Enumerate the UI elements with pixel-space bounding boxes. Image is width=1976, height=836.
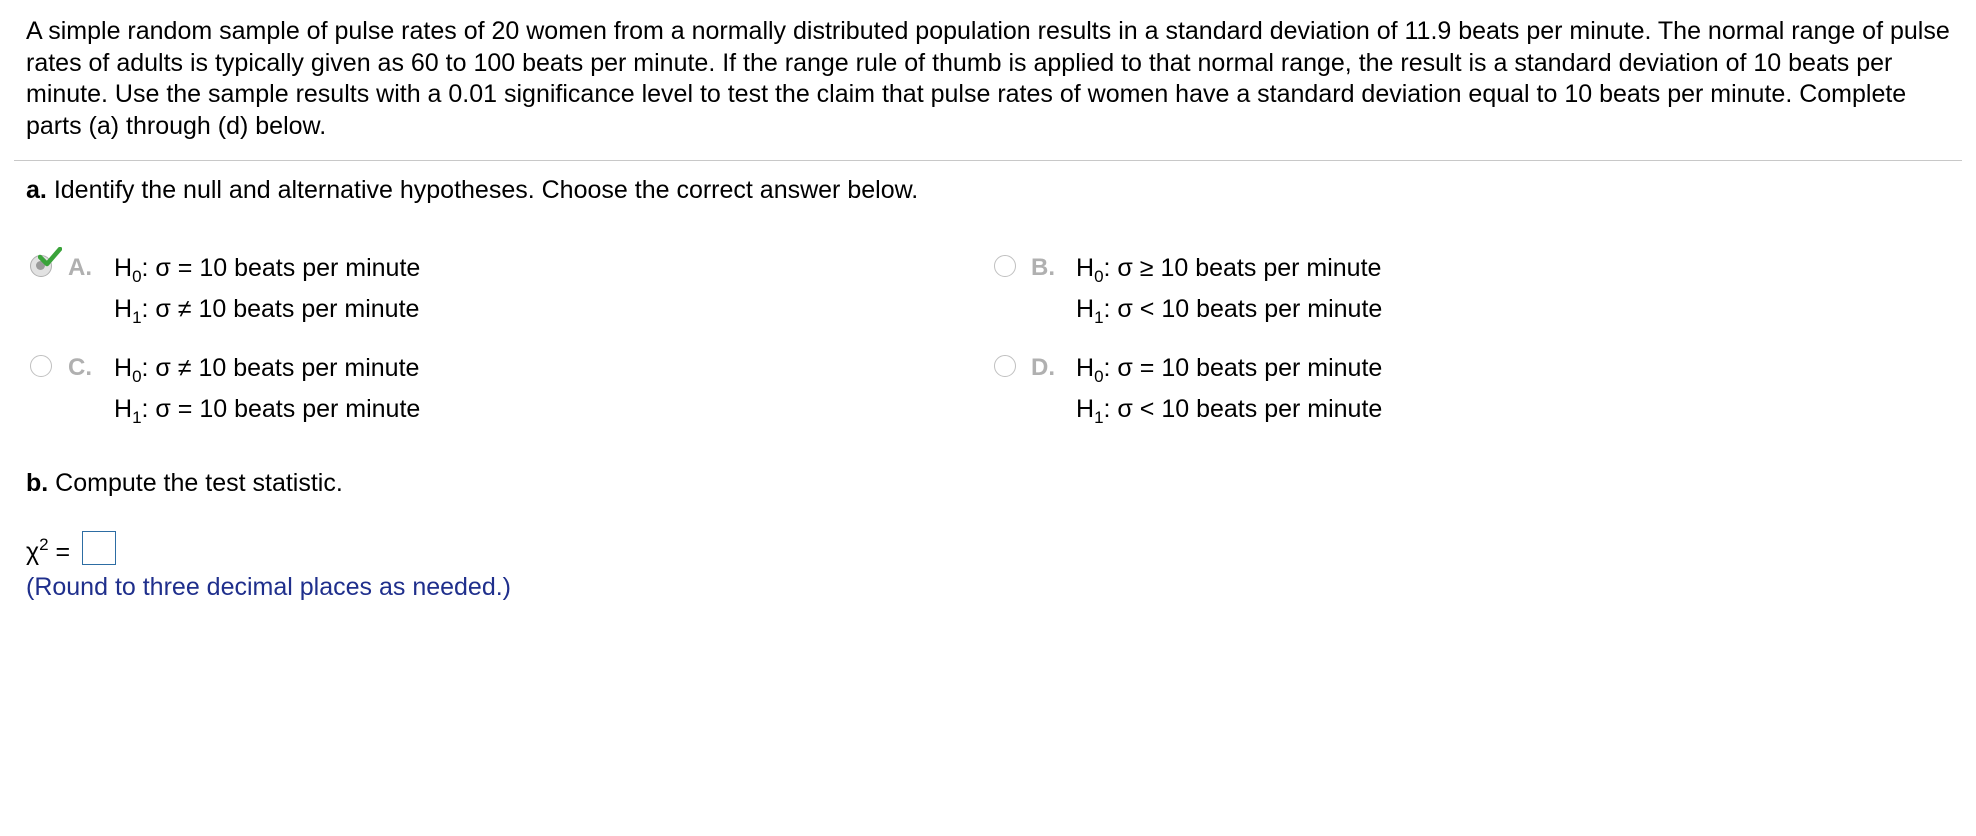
part-b-prompt xyxy=(26,468,343,498)
option-a-letter: A. xyxy=(68,254,92,281)
option-a-h1: $H_1$: σ ≠ 10 beats per minute xyxy=(114,295,420,327)
part-a-label: a. xyxy=(26,176,47,204)
option-c-h0: $H_0$: σ ≠ 10 beats per minute xyxy=(114,354,420,386)
option-d-letter: D. xyxy=(1031,354,1055,381)
option-d[interactable] xyxy=(992,353,1892,433)
option-a-h0: $H_0$: σ = 10 beats per minute xyxy=(114,254,421,286)
option-b-h0: $H_0$: σ ≥ 10 beats per minute xyxy=(1076,254,1382,286)
part-a-prompt xyxy=(26,175,918,205)
check-mark-icon xyxy=(38,247,62,267)
test-statistic-input[interactable] xyxy=(82,531,116,565)
rounding-hint: (Round to three decimal places as needed.) xyxy=(26,573,512,601)
option-c-letter: C. xyxy=(68,354,92,381)
radio-b[interactable] xyxy=(994,255,1016,277)
radio-d[interactable] xyxy=(994,355,1016,377)
option-b-h1: $H_1$: σ < 10 beats per minute xyxy=(1076,295,1383,327)
option-d-h1: $H_1$: σ < 10 beats per minute xyxy=(1076,395,1383,427)
chi-square-label: $\chi^2$ = xyxy=(26,535,71,566)
part-b-text: Compute the test statistic. xyxy=(55,469,343,497)
option-a[interactable] xyxy=(28,253,928,333)
problem-statement: A simple random sample of pulse rates of 20 women from a normally distributed population results in a standard deviation of 11.9 beats per minute. The normal range of pulse rates of adults is typically given as 60 to 100 beats per minute. If the range rule of thumb is applied to that normal range, the result is a standard deviation of 10 beats per minute. Use the sample results with a 0.01 significance level to test the claim that pulse rates of women have a standard deviation equal to 10 beats per minute. Complete parts (a) through (d) below. xyxy=(26,17,1950,140)
part-a-text: Identify the null and alternative hypotheses. Choose the correct answer below. xyxy=(53,176,919,204)
option-c[interactable] xyxy=(28,353,928,433)
part-b-label: b. xyxy=(26,469,49,497)
option-b[interactable] xyxy=(992,253,1892,333)
option-b-letter: B. xyxy=(1031,254,1055,281)
option-c-h1: $H_1$: σ = 10 beats per minute xyxy=(114,395,421,427)
divider xyxy=(14,160,1962,161)
option-d-h0: $H_0$: σ = 10 beats per minute xyxy=(1076,354,1383,386)
radio-c[interactable] xyxy=(30,355,52,377)
